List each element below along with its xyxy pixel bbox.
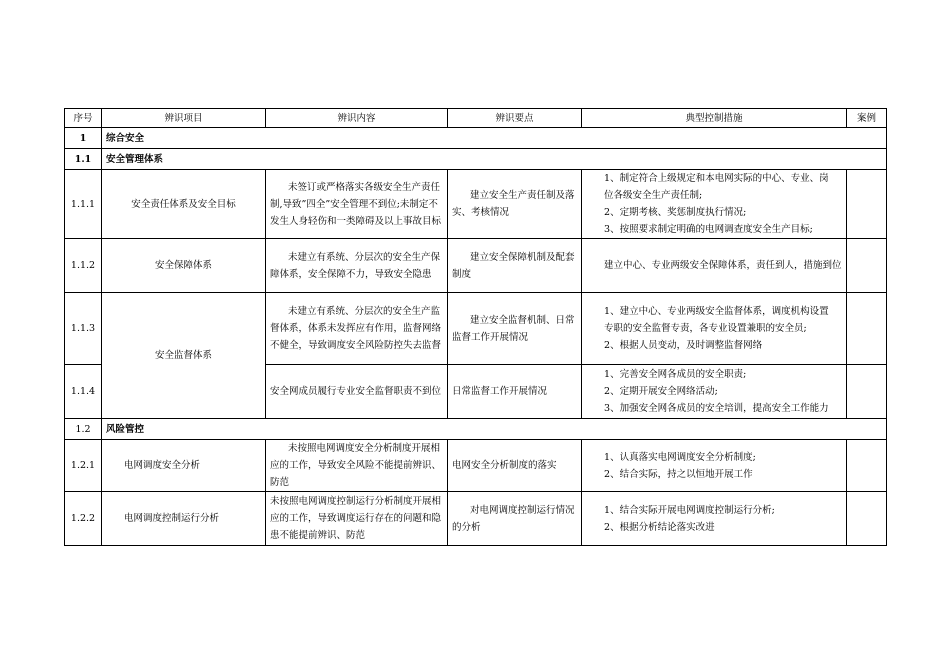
row-measures: 建立中心、专业两级安全保障体系，责任到人，措施到位 [582, 239, 847, 293]
row-number: 1.2.1 [65, 440, 102, 492]
row-item: 安全责任体系及安全目标 [102, 170, 266, 239]
row-item: 安全监督体系 [102, 293, 266, 419]
measure-line: 位各级安全生产责任制; [604, 190, 703, 201]
measure-line: 专职的安全监督专责，各专业设置兼职的安全员; [604, 323, 807, 334]
col-header-number: 序号 [65, 109, 102, 128]
table-row [65, 440, 887, 492]
row-content: 未建立有系统、分层次的安全生产保障体系，安全保障不力，导致安全隐患 [266, 239, 448, 293]
row-point: 对电网调度控制运行情况的分析 [448, 492, 582, 546]
row-point: 日常监督工作开展情况 [448, 365, 582, 419]
row-number: 1.1.2 [65, 239, 102, 293]
measure-line: 2、根据人员变动，及时调整监督网络 [604, 340, 763, 351]
subsection-title: 风险管控 [102, 419, 887, 440]
row-number: 1.1.1 [65, 170, 102, 239]
row-measures [582, 170, 847, 239]
section-row [65, 128, 887, 149]
row-content: 未按照电网调度控制运行分析制度开展相应的工作，导致调度运行存在的问题和隐患不能提前辨识、防范 [266, 492, 448, 546]
subsection-number: 1.1 [65, 149, 102, 170]
row-measures [582, 440, 847, 492]
measure-line: 2、根据分析结论落实改进 [604, 521, 715, 533]
measure-line: 2、定期考核、奖惩制度执行情况; [604, 207, 747, 218]
table-header-row [65, 109, 887, 128]
measure-line: 1、制定符合上级规定和本电网实际的中心、专业、岗 [604, 173, 829, 184]
table-row [65, 492, 887, 546]
col-header-measures: 典型控制措施 [582, 109, 847, 128]
row-number: 1.1.3 [65, 293, 102, 365]
row-number: 1.2.2 [65, 492, 102, 546]
row-case [847, 170, 887, 239]
row-number: 1.1.4 [65, 365, 102, 419]
measure-line: 1、认真落实电网调度安全分析制度; [604, 451, 756, 463]
measure-line: 3、按照要求制定明确的电网调查度安全生产目标; [604, 224, 813, 235]
row-item: 安全保障体系 [102, 239, 266, 293]
subsection-title: 安全管理体系 [102, 149, 887, 170]
table-row [65, 239, 887, 293]
col-header-points: 辨识要点 [448, 109, 582, 128]
subsection-row [65, 419, 887, 440]
col-header-item: 辨识项目 [102, 109, 266, 128]
row-measures [582, 492, 847, 546]
section-title: 综合安全 [102, 128, 887, 149]
measure-line: 2、结合实际，持之以恒地开展工作 [604, 468, 753, 480]
section-number: 1 [65, 128, 102, 149]
row-case [847, 365, 887, 419]
row-case [847, 492, 887, 546]
col-header-case: 案例 [847, 109, 887, 128]
measure-line: 3、加强安全网各成员的安全培训，提高安全工作能力 [604, 403, 829, 414]
row-item: 电网调度控制运行分析 [102, 492, 266, 546]
row-case [847, 293, 887, 365]
subsection-number: 1.2 [65, 419, 102, 440]
table-row [65, 170, 887, 239]
row-measures [582, 365, 847, 419]
row-content: 未按照电网调度安全分析制度开展相应的工作，导致安全风险不能提前辨识、防范 [266, 440, 448, 492]
measure-line: 1、结合实际开展电网调度控制运行分析; [604, 504, 775, 516]
row-content: 未建立有系统、分层次的安全生产监督体系，体系未发挥应有作用，监督网络不健全，导致调度安全风险防控失去监督 [266, 293, 448, 365]
row-case [847, 440, 887, 492]
row-content: 安全网成员履行专业安全监督职责不到位 [266, 365, 448, 419]
row-point: 建立安全监督机制、日常监督工作开展情况 [448, 293, 582, 365]
risk-identification-table [64, 108, 887, 546]
col-header-content: 辨识内容 [266, 109, 448, 128]
row-case [847, 239, 887, 293]
subsection-row [65, 149, 887, 170]
measure-line: 1、完善安全网各成员的安全职责; [604, 369, 747, 380]
table-row [65, 293, 887, 365]
row-item: 电网调度安全分析 [102, 440, 266, 492]
row-measures [582, 293, 847, 365]
row-point: 建立安全保障机制及配套制度 [448, 239, 582, 293]
row-content: 未签订或严格落实各级安全生产责任制,导致”四全”安全管理不到位;未制定不发生人身轻伤和一类障碍及以上事故目标 [266, 170, 448, 239]
row-point: 电网安全分析制度的落实 [448, 440, 582, 492]
row-point: 建立安全生产责任制及落实、考核情况 [448, 170, 582, 239]
measure-line: 2、定期开展安全网络活动; [604, 386, 718, 397]
measure-line: 1、建立中心、专业两级安全监督体系，调度机构设置 [604, 306, 829, 317]
